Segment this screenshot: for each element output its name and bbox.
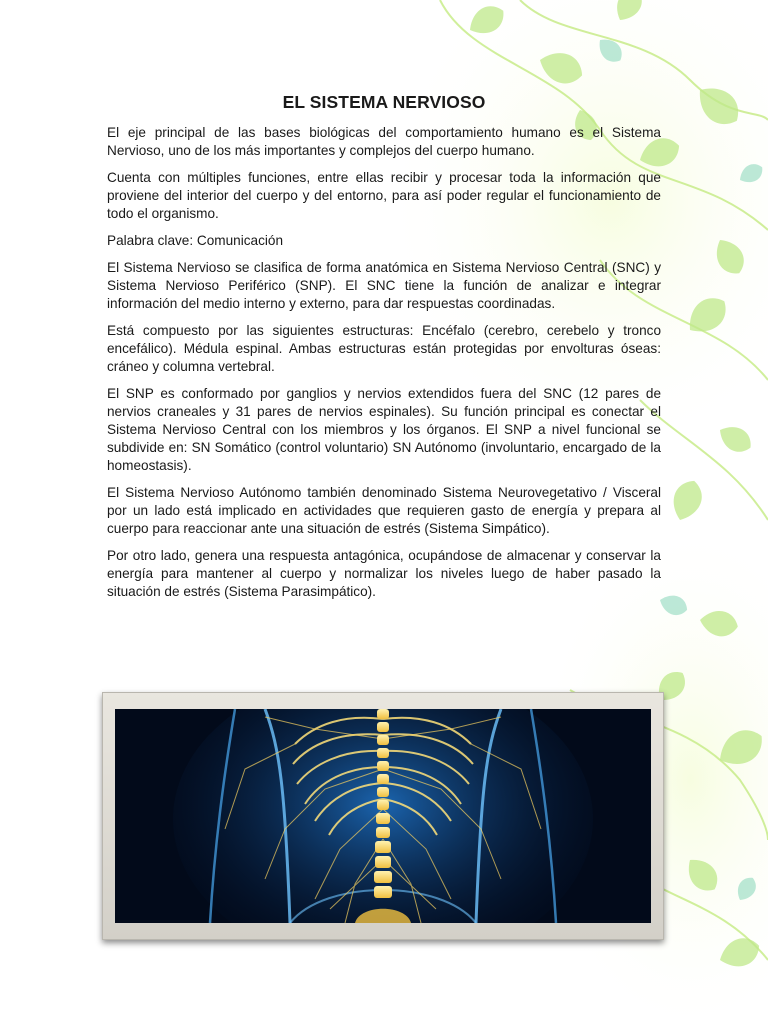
paragraph-keyword: Palabra clave: Comunicación [107,233,284,248]
paragraph-structures: Está compuesto por las siguientes estructuras: Encéfalo (cerebro, cerebelo y tronco encefálico). Médula espinal. Ambas estructuras están protegidas por envolturas óseas: cráneo y columna vertebral. [107,323,661,374]
paragraph-functions: Cuenta con múltiples funciones, entre ellas recibir y procesar toda la información que proviene del interior del cuerpo y del entorno, para así poder regular el funcionamiento de todo el organismo. [107,170,661,221]
paragraph-snp: El SNP es conformado por ganglios y nervios extendidos fuera del SNC (12 pares de nervios craneales y 31 pares de nervios espinales). Su función principal es conectar el Sistema Nervioso Central con los miembros y los órganos. El SNP a nivel funcional se subdivide en: SN Somático (control voluntario) SN Autónomo (involuntario, encargado de la homeostasis). [107,386,661,473]
document-page [107,92,661,610]
figure-frame [102,692,664,940]
paragraph-parasympathetic: Por otro lado, genera una respuesta antagónica, ocupándose de almacenar y conservar la energía para mantener al cuerpo y normalizar los niveles luego de haber pasado la situación de estrés (Sistema Parasimpático). [107,548,661,599]
page-title: EL SISTEMA NERVIOSO [282,92,486,112]
paragraph-classification: El Sistema Nervioso se clasifica de forma anatómica en Sistema Nervioso Central (SNC) y Sistema Nervioso Periférico (SNP). El SNC tiene la función de analizar e integrar información del medio interno y externo, para dar respuestas coordinadas. [107,260,661,311]
paragraph-intro: El eje principal de las bases biológicas del comportamiento humano es el Sistema Nervioso, uno de los más importantes y complejos del cuerpo humano. [107,125,661,158]
nervous-system-illustration-icon [115,709,651,923]
paragraph-autonomic: El Sistema Nervioso Autónomo también denominado Sistema Neurovegetativo / Visceral por un lado está implicado en actividades que requieren gasto de energía y prepara al cuerpo para reaccionar ante una situación de estrés (Sistema Simpático). [107,485,661,536]
